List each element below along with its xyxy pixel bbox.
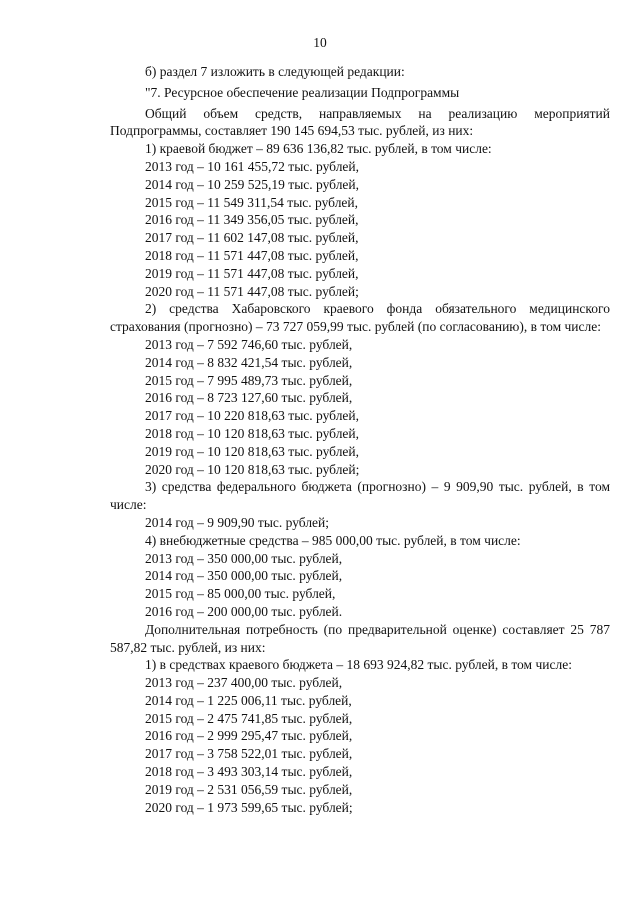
list-item-year: 2014 год – 8 832 421,54 тыс. рублей, — [145, 354, 353, 370]
list-item-year: 2016 год – 8 723 127,60 тыс. рублей, — [145, 390, 353, 406]
list-item-year: 2014 год – 9 909,90 тыс. рублей; — [145, 514, 330, 530]
list-item-year: 2020 год – 1 973 599,65 тыс. рублей; — [145, 799, 353, 815]
paragraph-insurance-fund: 2) средства Хабаровского краевого фонда обязательного медицинского страхования (прогнозно) – 73 727 059,99 тыс. рублей (по согласованию), в том числе: — [110, 301, 610, 335]
list-item-year: 2020 год – 11 571 447,08 тыс. рублей; — [145, 283, 359, 299]
list-item-year: 2019 год – 11 571 447,08 тыс. рублей, — [145, 265, 359, 281]
paragraph-amendment-intro: б) раздел 7 изложить в следующей редакции: — [145, 64, 405, 79]
list-item-year: 2015 год – 2 475 741,85 тыс. рублей, — [145, 710, 353, 726]
list-item-year: 2015 год – 7 995 489,73 тыс. рублей, — [145, 372, 353, 388]
list-item-year: 2018 год – 11 571 447,08 тыс. рублей, — [145, 247, 359, 263]
list-item-year: 2013 год – 350 000,00 тыс. рублей, — [145, 550, 343, 566]
list-item-year: 2018 год – 10 120 818,63 тыс. рублей, — [145, 425, 360, 441]
list-item-year: 2017 год – 3 758 522,01 тыс. рублей, — [145, 746, 353, 762]
list-item-year: 2016 год – 2 999 295,47 тыс. рублей, — [145, 728, 353, 744]
list-item-year: 2019 год – 10 120 818,63 тыс. рублей, — [145, 443, 360, 459]
list-item-year: 2014 год – 350 000,00 тыс. рублей, — [145, 568, 343, 584]
section-heading: "7. Ресурсное обеспечение реализации Подпрограммы — [145, 84, 460, 100]
paragraph-additional-need: Дополнительная потребность (по предварительной оценке) составляет 25 787 587,82 тыс. рублей, из них: — [110, 621, 610, 655]
list-item-year: 2020 год – 10 120 818,63 тыс. рублей; — [145, 461, 360, 477]
list-item-year: 2016 год – 200 000,00 тыс. рублей. — [145, 603, 343, 619]
paragraph-federal-budget: 3) средства федерального бюджета (прогнозно) – 9 909,90 тыс. рублей, в том числе: — [110, 479, 610, 513]
list-item-year: 2017 год – 10 220 818,63 тыс. рублей, — [145, 408, 360, 424]
list-item-year: 2013 год – 10 161 455,72 тыс. рублей, — [145, 158, 360, 174]
list-item-year: 2014 год – 1 225 006,11 тыс. рублей, — [145, 692, 352, 708]
list-item-year: 2013 год – 237 400,00 тыс. рублей, — [145, 675, 343, 691]
list-item-year: 2013 год – 7 592 746,60 тыс. рублей, — [145, 336, 353, 352]
list-item-year: 2015 год – 85 000,00 тыс. рублей, — [145, 586, 336, 602]
page-number: 10 — [313, 35, 327, 50]
list-item-year: 2017 год – 11 602 147,08 тыс. рублей, — [145, 230, 359, 246]
list-item-year: 2014 год – 10 259 525,19 тыс. рублей, — [145, 176, 360, 192]
list-item-year: 2016 год – 11 349 356,05 тыс. рублей, — [145, 212, 359, 228]
list-item-year: 2019 год – 2 531 056,59 тыс. рублей, — [145, 781, 353, 797]
list-item-year: 2018 год – 3 493 303,14 тыс. рублей, — [145, 764, 353, 780]
paragraph-additional-regional: 1) в средствах краевого бюджета – 18 693 924,82 тыс. рублей, в том числе: — [145, 657, 572, 673]
paragraph-extrabudgetary: 4) внебюджетные средства – 985 000,00 тыс. рублей, в том числе: — [145, 532, 521, 548]
paragraph-total-volume: Общий объем средств, направляемых на реализацию мероприятий Подпрограммы, составляет 190 145 694,53 тыс. рублей, из них: — [110, 105, 610, 139]
document-body — [110, 63, 610, 816]
paragraph-regional-budget: 1) краевой бюджет – 89 636 136,82 тыс. рублей, в том числе: — [145, 141, 492, 157]
list-item-year: 2015 год – 11 549 311,54 тыс. рублей, — [145, 194, 359, 210]
